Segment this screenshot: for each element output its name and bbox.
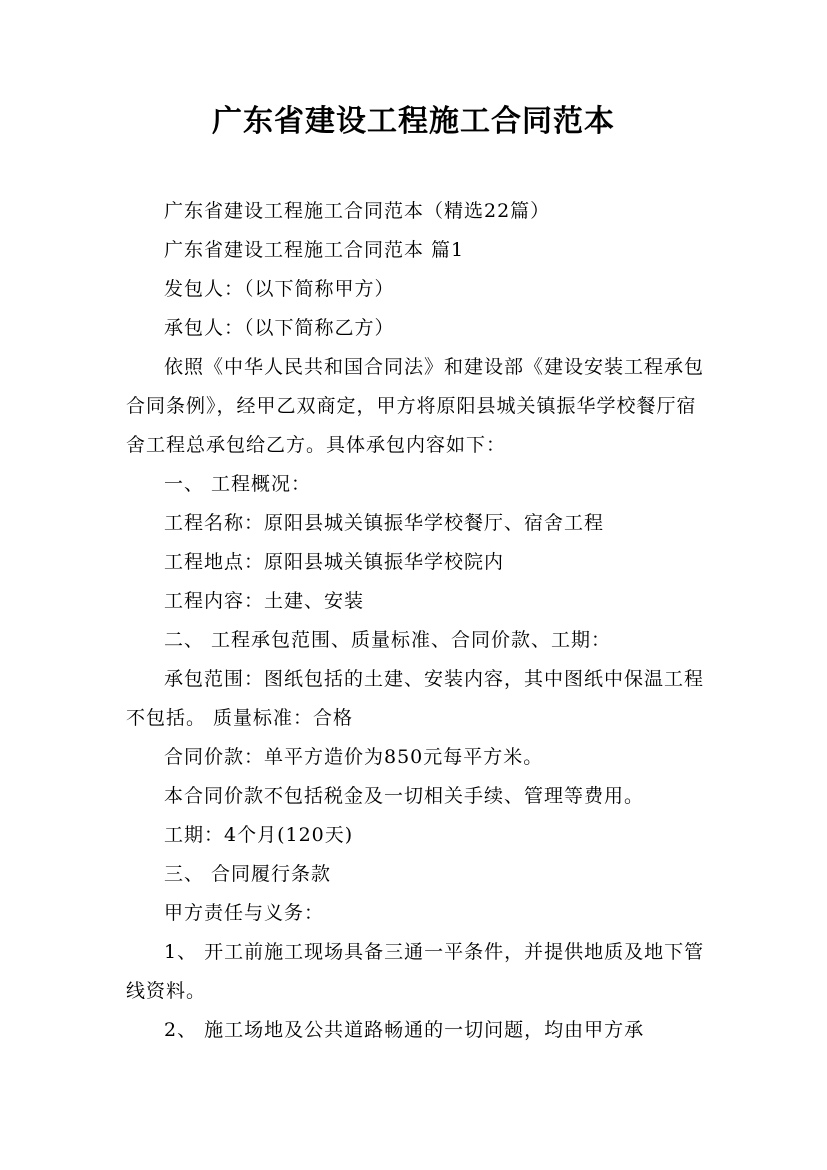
paragraph-duty-1: 1、 开工前施工现场具备三通一平条件，并提供地质及地下管线资料。: [126, 941, 705, 1002]
document-body: [126, 192, 716, 1050]
paragraph-party-b: 承包人：（以下简称乙方）: [164, 317, 395, 339]
paragraph-price: 合同价款：单平方造价为850元每平方米。: [164, 746, 544, 768]
document-title: 广东省建设工程施工合同范本: [212, 104, 615, 139]
paragraph-intro: 广东省建设工程施工合同范本（精选22篇）: [164, 200, 551, 222]
paragraph-scope: 承包范围：图纸包括的土建、安装内容，其中图纸中保温工程不包括。 质量标准：合格: [126, 668, 705, 729]
paragraph-duty-2: 2、 施工场地及公共道路畅通的一切问题，均由甲方承: [164, 1019, 645, 1041]
paragraph-section-3: 三、 合同履行条款: [164, 863, 332, 885]
paragraph-heading: 广东省建设工程施工合同范本 篇1: [164, 239, 465, 261]
paragraph-project-content: 工程内容：土建、安装: [164, 590, 365, 612]
paragraph-project-location: 工程地点：原阳县城关镇振华学校院内: [164, 551, 505, 573]
paragraph-duration: 工期：4个月(120天): [164, 824, 354, 846]
paragraph-party-a: 发包人：（以下简称甲方）: [164, 278, 395, 300]
paragraph-basis: 依照《中华人民共和国合同法》和建设部《建设安装工程承包合同条例》，经甲乙双商定，甲方将原阳县城关镇振华学校餐厅宿舍工程总承包给乙方。具体承包内容如下：: [126, 356, 705, 456]
paragraph-price-note: 本合同价款不包括税金及一切相关手续、管理等费用。: [164, 785, 645, 807]
paragraph-project-name: 工程名称：原阳县城关镇振华学校餐厅、宿舍工程: [164, 512, 605, 534]
paragraph-party-a-duties: 甲方责任与义务：: [164, 902, 325, 924]
paragraph-section-2: 二、 工程承包范围、质量标准、合同价款、工期：: [164, 629, 612, 651]
paragraph-section-1: 一、 工程概况：: [164, 473, 312, 495]
